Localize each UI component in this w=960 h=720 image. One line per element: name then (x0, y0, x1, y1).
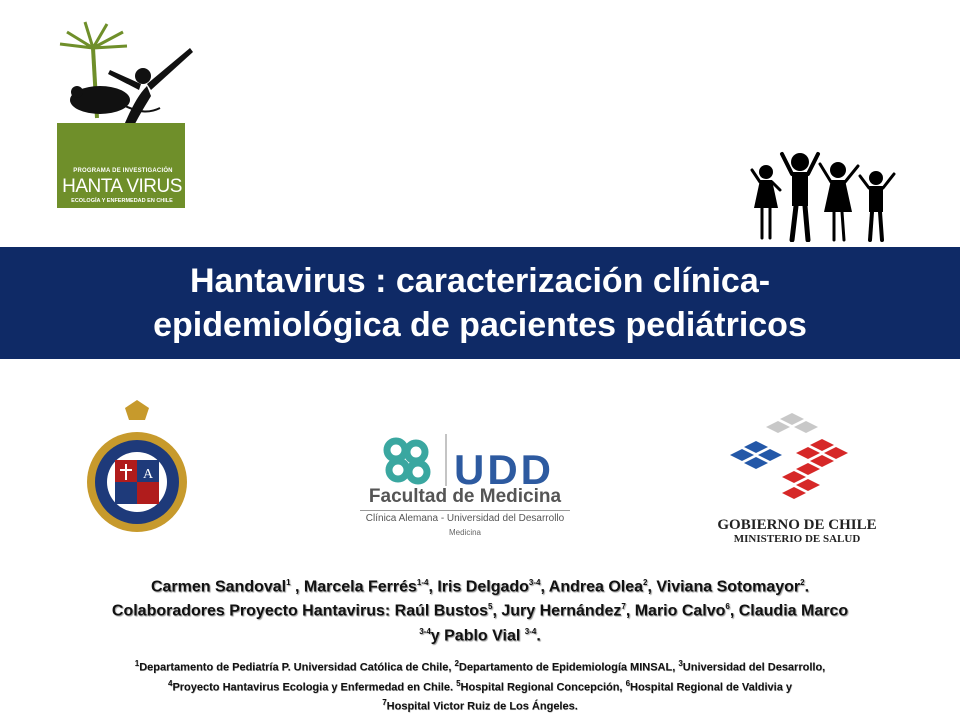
author-5-sup: 2 (800, 578, 805, 587)
hanta-subtitle: ECOLOGÍA Y ENFERMEDAD EN CHILE (71, 198, 173, 204)
title-line-1: Hantavirus : caracterización clínica- (189, 262, 771, 300)
author-2: , Marcela Ferrés (295, 578, 417, 596)
gov-ministry: MINISTERIO DE SALUD (733, 533, 861, 545)
hanta-virus-logo (55, 18, 195, 210)
collab-5-sup: 3-4 (524, 626, 537, 636)
children-silhouette-icon (748, 150, 898, 242)
collab-5-end: . (536, 626, 541, 644)
collab-4: , Claudia Marco (729, 602, 849, 620)
author-1: Carmen Sandoval (150, 578, 287, 596)
puc-crest-logo (85, 400, 189, 536)
aff-6-sup: 6 (625, 678, 631, 688)
authors-block (20, 573, 940, 646)
svg-text:A: A (142, 467, 154, 482)
author-5: , Viviana Sotomayor (647, 578, 801, 596)
aff-6: Hospital Regional de Valdivia y (630, 681, 793, 694)
author-4: , Andrea Olea (540, 578, 644, 596)
collab-2: , Jury Hernández (492, 602, 622, 620)
aff-7: Hospital Victor Ruiz de Los Ángeles. (386, 700, 578, 713)
aff-1: Departamento de Pediatría P. Universidad Católica de Chile, (139, 661, 455, 674)
udd-logo (360, 420, 570, 545)
udd-emblem-icon (376, 430, 456, 490)
collab-2-sup: 7 (621, 602, 626, 612)
aff-3: Universidad del Desarrollo, (682, 661, 826, 674)
aff-4-sup: 4 (167, 678, 173, 688)
aff-3-sup: 3 (678, 659, 683, 668)
author-4-sup: 2 (643, 578, 648, 587)
aff-2: Departamento de Epidemiología MINSAL, (458, 661, 679, 674)
affiliations-block (30, 656, 930, 715)
udd-unit: Medicina (448, 528, 481, 537)
udd-brand: UDD (454, 446, 554, 493)
udd-clinic: Clínica Alemana - Universidad del Desarrollo (360, 510, 570, 524)
aff-5: Hospital Regional Concepción, (460, 681, 626, 694)
gov-cubes-icon (712, 405, 882, 515)
aff-2-sup: 2 (454, 659, 459, 668)
collab-3: , Mario Calvo (625, 602, 726, 620)
gobierno-chile-logo (712, 405, 882, 550)
gov-name: GOBIERNO DE CHILE (717, 517, 877, 533)
aff-4: Proyecto Hantavirus Ecologia y Enfermedad en Chile. (172, 681, 457, 694)
author-1-sup: 1 (286, 578, 291, 587)
collab-3-sup: 6 (725, 602, 730, 612)
title-line-2: epidemiológica de pacientes pediátricos (153, 306, 807, 344)
author-3-sup: 3-4 (528, 578, 541, 587)
collab-4-sup: 3-4 (419, 626, 431, 636)
hanta-name: HANTA VIRUS (62, 176, 182, 197)
page-title (20, 259, 940, 347)
aff-7-sup: 7 (382, 698, 387, 708)
udd-faculty: Facultad de Medicina (368, 486, 562, 507)
author-2-sup: 1-4 (416, 578, 429, 587)
aff-1-sup: 1 (134, 659, 140, 668)
collab-1-sup: 5 (487, 602, 493, 612)
aff-5-sup: 5 (456, 678, 461, 688)
title-banner (0, 247, 960, 359)
author-3: , Iris Delgado (428, 578, 529, 596)
collaborators-label: Colaboradores Proyecto Hantavirus: Raúl Bustos (111, 602, 488, 620)
hanta-program-label: PROGRAMA DE INVESTIGACIÓN (73, 168, 173, 174)
author-5-end: . (804, 578, 810, 596)
collab-5: y Pablo Vial (430, 626, 521, 644)
